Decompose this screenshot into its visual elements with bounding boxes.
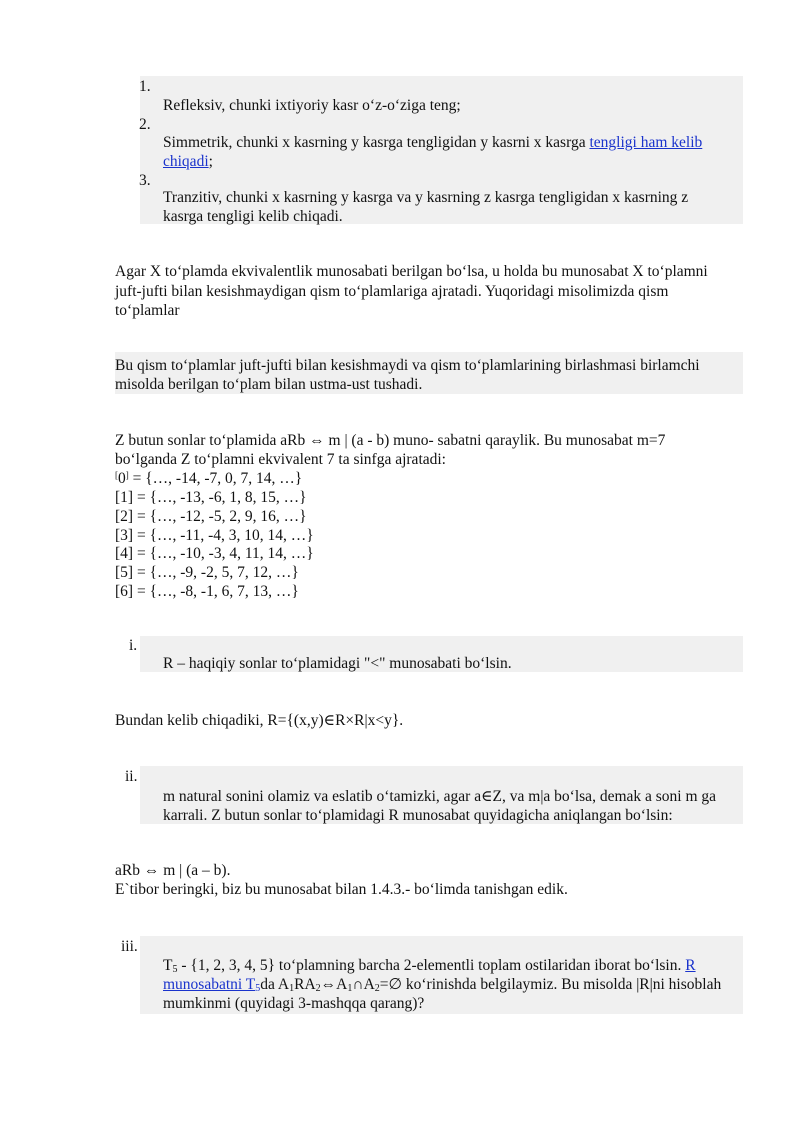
list-item-2-link-cont[interactable]: chiqadi bbox=[163, 153, 209, 170]
paragraph-2-line2: misolda berilgan to‘plam bilan ustma-ust tushadi. bbox=[115, 376, 423, 393]
paragraph-2-line1: Bu qism to‘plamlar juft-jufti bilan kesishmaydi va qism to‘plamlarining birlashmasi birlamchi bbox=[115, 357, 700, 374]
item-iii-link-text: munosabatni T bbox=[163, 976, 256, 993]
list-item-2-line1 bbox=[163, 133, 702, 152]
item-iii-link-cont[interactable] bbox=[163, 976, 260, 993]
paragraph-3-line1: Z butun sonlar to‘plamida aRb ⇔ m | (a - b) muno- sabatni qaraylik. Bu munosabat m=7 bbox=[115, 432, 666, 449]
class-2: [2] = {…, -12, -5, 2, 9, 16, …} bbox=[115, 508, 307, 525]
paragraph-3-line2: bo‘lganda Z to‘plamni ekvivalent 7 ta sinfga ajratadi: bbox=[115, 451, 446, 468]
paragraph-1-line2: juft-jufti bilan kesishmaydigan qism to‘plamlariga ajratadi. Yuqoridagi misolimizda qism bbox=[115, 283, 669, 300]
item-iii-link-sub: 5 bbox=[255, 983, 261, 994]
paragraph-4: Bundan kelib chiqadiki, R={(x,y)∈R×R|x<y}. bbox=[115, 712, 404, 729]
item-i-number: i. bbox=[129, 637, 138, 654]
paragraph-1-line3: to‘plamlar bbox=[115, 302, 180, 319]
list-item-2-tail: ; bbox=[208, 153, 213, 170]
item-iii-line2-tail: =∅ ko‘rinishda belgilaymiz. Bu misolda |R|ni hisoblah bbox=[379, 976, 722, 993]
class-5: [5] = {…, -9, -2, 5, 7, 12, …} bbox=[115, 564, 299, 581]
item-iii-sub3: 1 bbox=[347, 983, 353, 994]
list-item-2-link[interactable]: tengligi ham kelib bbox=[589, 134, 703, 151]
item-iii-t-sub: 5 bbox=[172, 964, 178, 975]
class-0-label: 0 bbox=[118, 470, 126, 487]
class-0 bbox=[115, 469, 302, 488]
item-iii-line3: mumkinmi (quyidagi 3-mashqqa qarang)? bbox=[163, 995, 425, 1012]
class-3: [3] = {…, -11, -4, 3, 10, 14, …} bbox=[115, 527, 314, 544]
item-iii-sub2: 2 bbox=[315, 983, 321, 994]
item-iii-t: T bbox=[163, 957, 173, 974]
item-iii-number: iii. bbox=[121, 938, 138, 955]
class-0-bracket-close: ] bbox=[125, 470, 129, 480]
item-iii-sub4: 2 bbox=[374, 983, 380, 994]
item-ii-line2: karrali. Z butun sonlar to‘plamidagi R munosabat quyidagicha aniqlangan bo‘lsin: bbox=[163, 807, 673, 824]
class-6: [6] = {…, -8, -1, 6, 7, 13, …} bbox=[115, 583, 299, 600]
item-ii-number: ii. bbox=[125, 768, 138, 785]
list-item-3-line2: kasrga tengligi kelib chiqadi. bbox=[163, 208, 343, 225]
paragraph-5-line2: E`tibor beringki, biz bu munosabat bilan 1.4.3.- bo‘limda tanishgan edik. bbox=[115, 881, 568, 898]
class-0-set: = {…, -14, -7, 0, 7, 14, …} bbox=[128, 470, 303, 487]
list-number-3: 3. bbox=[139, 172, 151, 189]
item-iii-line1 bbox=[163, 956, 696, 975]
list-item-3-line1: Tranzitiv, chunki x kasrning y kasrga va y kasrning z kasrga tengligidan x kasrning z bbox=[163, 189, 689, 206]
list-number-2: 2. bbox=[139, 116, 151, 133]
item-iii-link[interactable]: R bbox=[685, 957, 696, 974]
list-number-1: 1. bbox=[139, 78, 151, 95]
paragraph-5-line1: aRb ⇔ m | (a – b). bbox=[115, 862, 231, 879]
item-iii-cap-a: ∩A bbox=[352, 976, 375, 993]
item-ii-line1: m natural sonini olamiz va eslatib o‘tamizki, agar a∈Z, va m|a bo‘lsa, demak a soni m ga bbox=[163, 788, 717, 805]
item-iii-iff-a: ⇔A bbox=[320, 976, 348, 993]
paragraph-1-line1: Agar X to‘plamda ekvivalentlik munosabati berilgan bo‘lsa, u holda bu munosabat X to‘plamni bbox=[115, 263, 708, 280]
item-i-text: R – haqiqiy sonlar to‘plamidagi "<" munosabati bo‘lsin. bbox=[163, 655, 512, 672]
class-4: [4] = {…, -10, -3, 4, 11, 14, …} bbox=[115, 545, 314, 562]
class-1: [1] = {…, -13, -6, 1, 8, 15, …} bbox=[115, 489, 307, 506]
list-item-2-line2 bbox=[163, 152, 213, 171]
list-item-1-text: Refleksiv, chunki ixtiyoriy kasr o‘z-o‘ziga teng; bbox=[163, 97, 461, 114]
item-iii-line1-text: - {1, 2, 3, 4, 5} to‘plamning barcha 2-elementli toplam ostilaridan iborat bo‘lsin. bbox=[177, 957, 686, 974]
item-iii-da-a: da A bbox=[260, 976, 290, 993]
item-iii-ra: RA bbox=[294, 976, 316, 993]
list-item-2-text: Simmetrik, chunki x kasrning y kasrga tengligidan y kasrni x kasrga bbox=[163, 134, 590, 151]
class-0-bracket-open: [ bbox=[115, 470, 118, 480]
item-iii-line2 bbox=[163, 975, 721, 994]
item-iii-sub1: 1 bbox=[289, 983, 295, 994]
